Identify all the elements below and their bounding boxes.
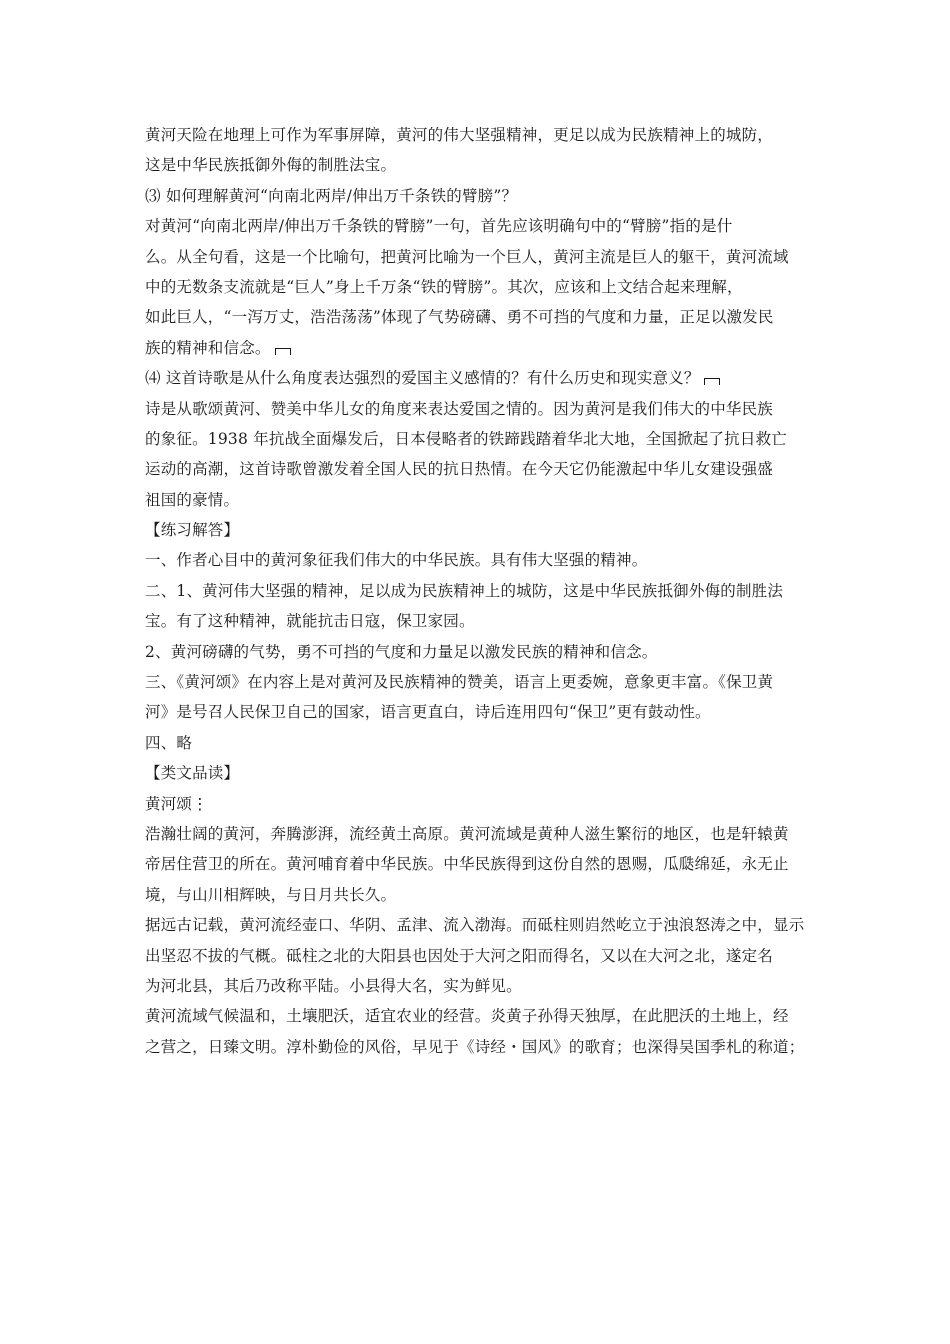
answer-line: 一、作者心目中的黄河象征我们伟大的中华民族。具有伟大坚强的精神。 [145,551,648,570]
text-line: 运动的高潮，这首诗歌曾激发着全国人民的抗日热情。在今天它仍能激起中华儿女建设强盛 [145,460,774,479]
text-line: 中的无数条支流就是“巨人”身上千万条“铁的臂膀”。其次，应该和上文结合起来理解， [145,277,743,296]
answer-line: 三、《黄河颂》在内容上是对黄河及民族精神的赞美，语言上更委婉，意象更丰富。《保卫黄 [145,673,774,692]
text-line: 这是中华民族抵御外侮的制胜法宝。 [145,156,397,175]
text-line: 诗是从歌颂黄河、赞美中华儿女的角度来表达爱国之情的。因为黄河是我们伟大的中华民族 [145,399,774,418]
question-line: ⑶ 如何理解黄河“向南北两岸/伸出万千条铁的臂膀”？ [145,186,518,205]
bracket-mark-icon [275,348,291,355]
text-line [145,333,810,363]
text-line: 浩瀚壮阔的黄河，奔腾澎湃，流经黄土高原。黄河流域是黄种人滋生繁衍的地区，也是轩辕黄 [145,824,789,843]
text-line: 对黄河“向南北两岸/伸出万千条铁的臂膀”一句，首先应该明确句中的“臂膀”指的是什 [145,217,733,236]
question-line [145,363,810,393]
answer-line: 四、略 [145,733,193,752]
document-body [145,120,810,1062]
answer-line: 河》是号召人民保卫自己的国家，语言更直白，诗后连用四句“保卫”更有鼓动性。 [145,703,711,722]
text-line: 帝居住营卫的所在。黄河哺育着中华民族。中华民族得到这份自然的恩赐，瓜瓞绵延，永无止 [145,855,789,874]
text-line: 的象征。1938 年抗战全面爆发后，日本侵略者的铁蹄践踏着华北大地，全国掀起了抗日救亡 [145,429,787,448]
text-line: 如此巨人，“一泻万丈，浩浩荡荡”体现了气势磅礴、勇不可挡的气度和力量，正足以激发民 [145,308,774,327]
article-title: 黄河颂⋮ [145,794,208,813]
section-heading: 【类文品读】 [145,764,240,783]
text-line: 黄河流域气候温和，土壤肥沃，适宜农业的经营。炎黄子孙得天独厚，在此肥沃的土地上，经 [145,1007,789,1026]
answer-line: 二、1、黄河伟大坚强的精神，足以成为民族精神上的城防，这是中华民族抵御外侮的制胜法 [145,581,784,600]
text-segment: ⑷ 这首诗歌是从什么角度表达强烈的爱国主义感情的？有什么历史和现实意义？ [145,369,700,388]
text-line: 据远古记载，黄河流经壶口、华阴、孟津、流入渤海。而砥柱则岿然屹立于浊浪怒涛之中，显示 [145,916,805,935]
text-line: 么。从全句看，这是一个比喻句，把黄河比喻为一个巨人，黄河主流是巨人的躯干，黄河流域 [145,247,789,266]
text-line: 祖国的豪情。 [145,490,240,509]
text-line: 黄河天险在地理上可作为军事屏障，黄河的伟大坚强精神，更足以成为民族精神上的城防， [145,126,774,144]
answer-line: 2、黄河磅礴的气势，勇不可挡的气度和力量足以激发民族的精神和信念。 [145,642,658,661]
text-line: 出坚忍不拔的气概。砥柱之北的大阳县也因处于大河之阳而得名，又以在大河之北，遂定名 [145,946,774,965]
section-heading: 【练习解答】 [145,521,240,540]
text-line: 为河北县，其后乃改称平陆。小县得大名，实为鲜见。 [145,976,522,995]
bracket-mark-icon [704,378,720,385]
text-line: 境，与山川相辉映，与日月共长久。 [145,885,397,904]
text-line: 之营之，日臻文明。淳朴勤俭的风俗，早见于《诗经・国风》的歌育；也深得吴国季札的称道； [145,1037,805,1056]
text-segment: 族的精神和信念。 [145,338,271,357]
answer-line: 宝。有了这种精神，就能抗击日寇，保卫家园。 [145,612,475,631]
